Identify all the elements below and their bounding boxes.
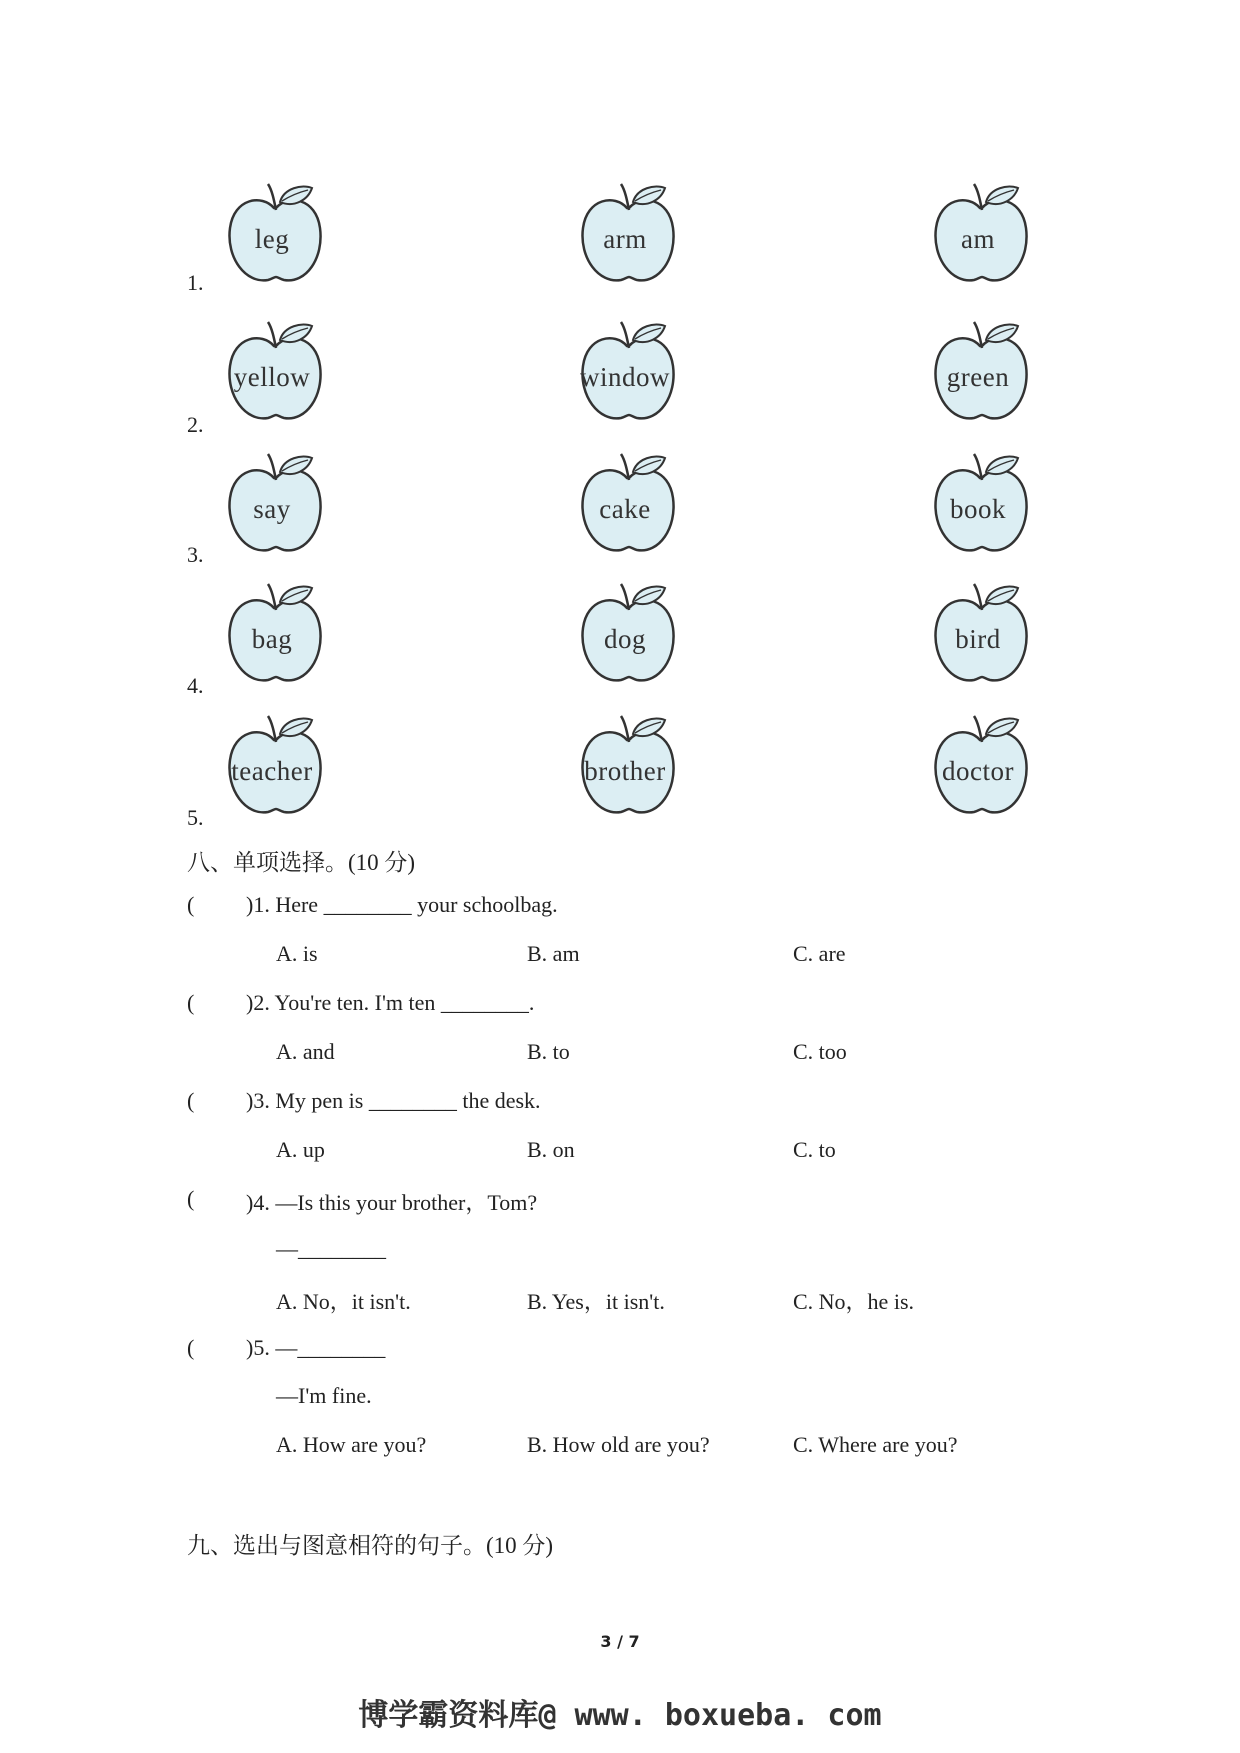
q1-option-b[interactable]: B. am [527,941,580,966]
apple-word: window [580,362,670,392]
q5-paren: ( [187,1335,195,1360]
apple-word: bag [251,624,293,654]
apple-word: brother [584,756,666,786]
apple-word-card [222,318,332,428]
apple-word: green [946,362,1010,392]
q3-paren: ( [187,1088,195,1113]
q4-paren: ( [187,1186,195,1211]
q2-option-a[interactable]: A. and [276,1039,335,1064]
apple-word: leg [254,224,290,254]
apple-word-card [575,450,685,560]
q5-option-c[interactable]: C. Where are you? [793,1432,958,1457]
q4-option-c[interactable]: C. No，he is. [793,1289,915,1314]
q3-option-a[interactable]: A. up [276,1137,325,1162]
apple-word: am [961,224,995,254]
q4-reply: —________ [276,1236,386,1261]
apple-word: teacher [231,756,313,786]
apple-row-number: 1. [187,270,204,295]
apple-word: bird [955,624,1001,654]
apple-row-number: 3. [187,542,204,567]
apple-row-number: 2. [187,412,204,437]
page-number: 3 / 7 [600,1632,640,1651]
q1-stem: )1. Here ________ your schoolbag. [246,892,558,917]
q4-option-b[interactable]: B. Yes，it isn't. [527,1289,665,1314]
apple-word-card [575,580,685,690]
apple-row-number: 4. [187,673,204,698]
apple-word-card [222,450,332,560]
section8-heading: 八、单项选择。(10 分) [187,850,416,875]
q3-option-c[interactable]: C. to [793,1137,836,1162]
q4-stem: )4. —Is this your brother，Tom? [246,1190,538,1215]
apple-word-card [928,180,1038,290]
apple-word-card [222,580,332,690]
watermark: 博学霸资料库@ www. boxueba. com [358,1698,882,1733]
apple-word-card [222,712,332,822]
q2-option-c[interactable]: C. too [793,1039,847,1064]
apple-word: say [253,494,291,524]
apple-word-card [575,180,685,290]
q5-reply: —I'm fine. [276,1383,372,1408]
apple-word-card [575,712,685,822]
apple-word: yellow [233,362,311,392]
q5-option-a[interactable]: A. How are you? [276,1432,427,1457]
section9-heading: 九、选出与图意相符的句子。(10 分) [187,1533,554,1558]
q3-option-b[interactable]: B. on [527,1137,575,1162]
apple-word-card [928,318,1038,428]
apple-word-card [928,712,1038,822]
apple-word-card [222,180,332,290]
q4-option-a[interactable]: A. No，it isn't. [276,1289,411,1314]
apple-word-card [928,450,1038,560]
apple-word: dog [604,624,646,654]
q2-stem: )2. You're ten. I'm ten ________. [246,990,535,1015]
q5-stem: )5. —________ [246,1335,386,1360]
apple-row-number: 5. [187,805,204,830]
q2-paren: ( [187,990,195,1015]
apple-word: book [950,494,1006,524]
q1-paren: ( [187,892,195,917]
q3-stem: )3. My pen is ________ the desk. [246,1088,541,1113]
q5-option-b[interactable]: B. How old are you? [527,1432,710,1457]
apple-word-card [928,580,1038,690]
q2-option-b[interactable]: B. to [527,1039,570,1064]
q1-option-c[interactable]: C. are [793,941,846,966]
apple-word-card [575,318,685,428]
apple-word: cake [599,494,651,524]
apple-word: doctor [942,756,1014,786]
apple-word: arm [603,224,647,254]
q1-option-a[interactable]: A. is [276,941,318,966]
